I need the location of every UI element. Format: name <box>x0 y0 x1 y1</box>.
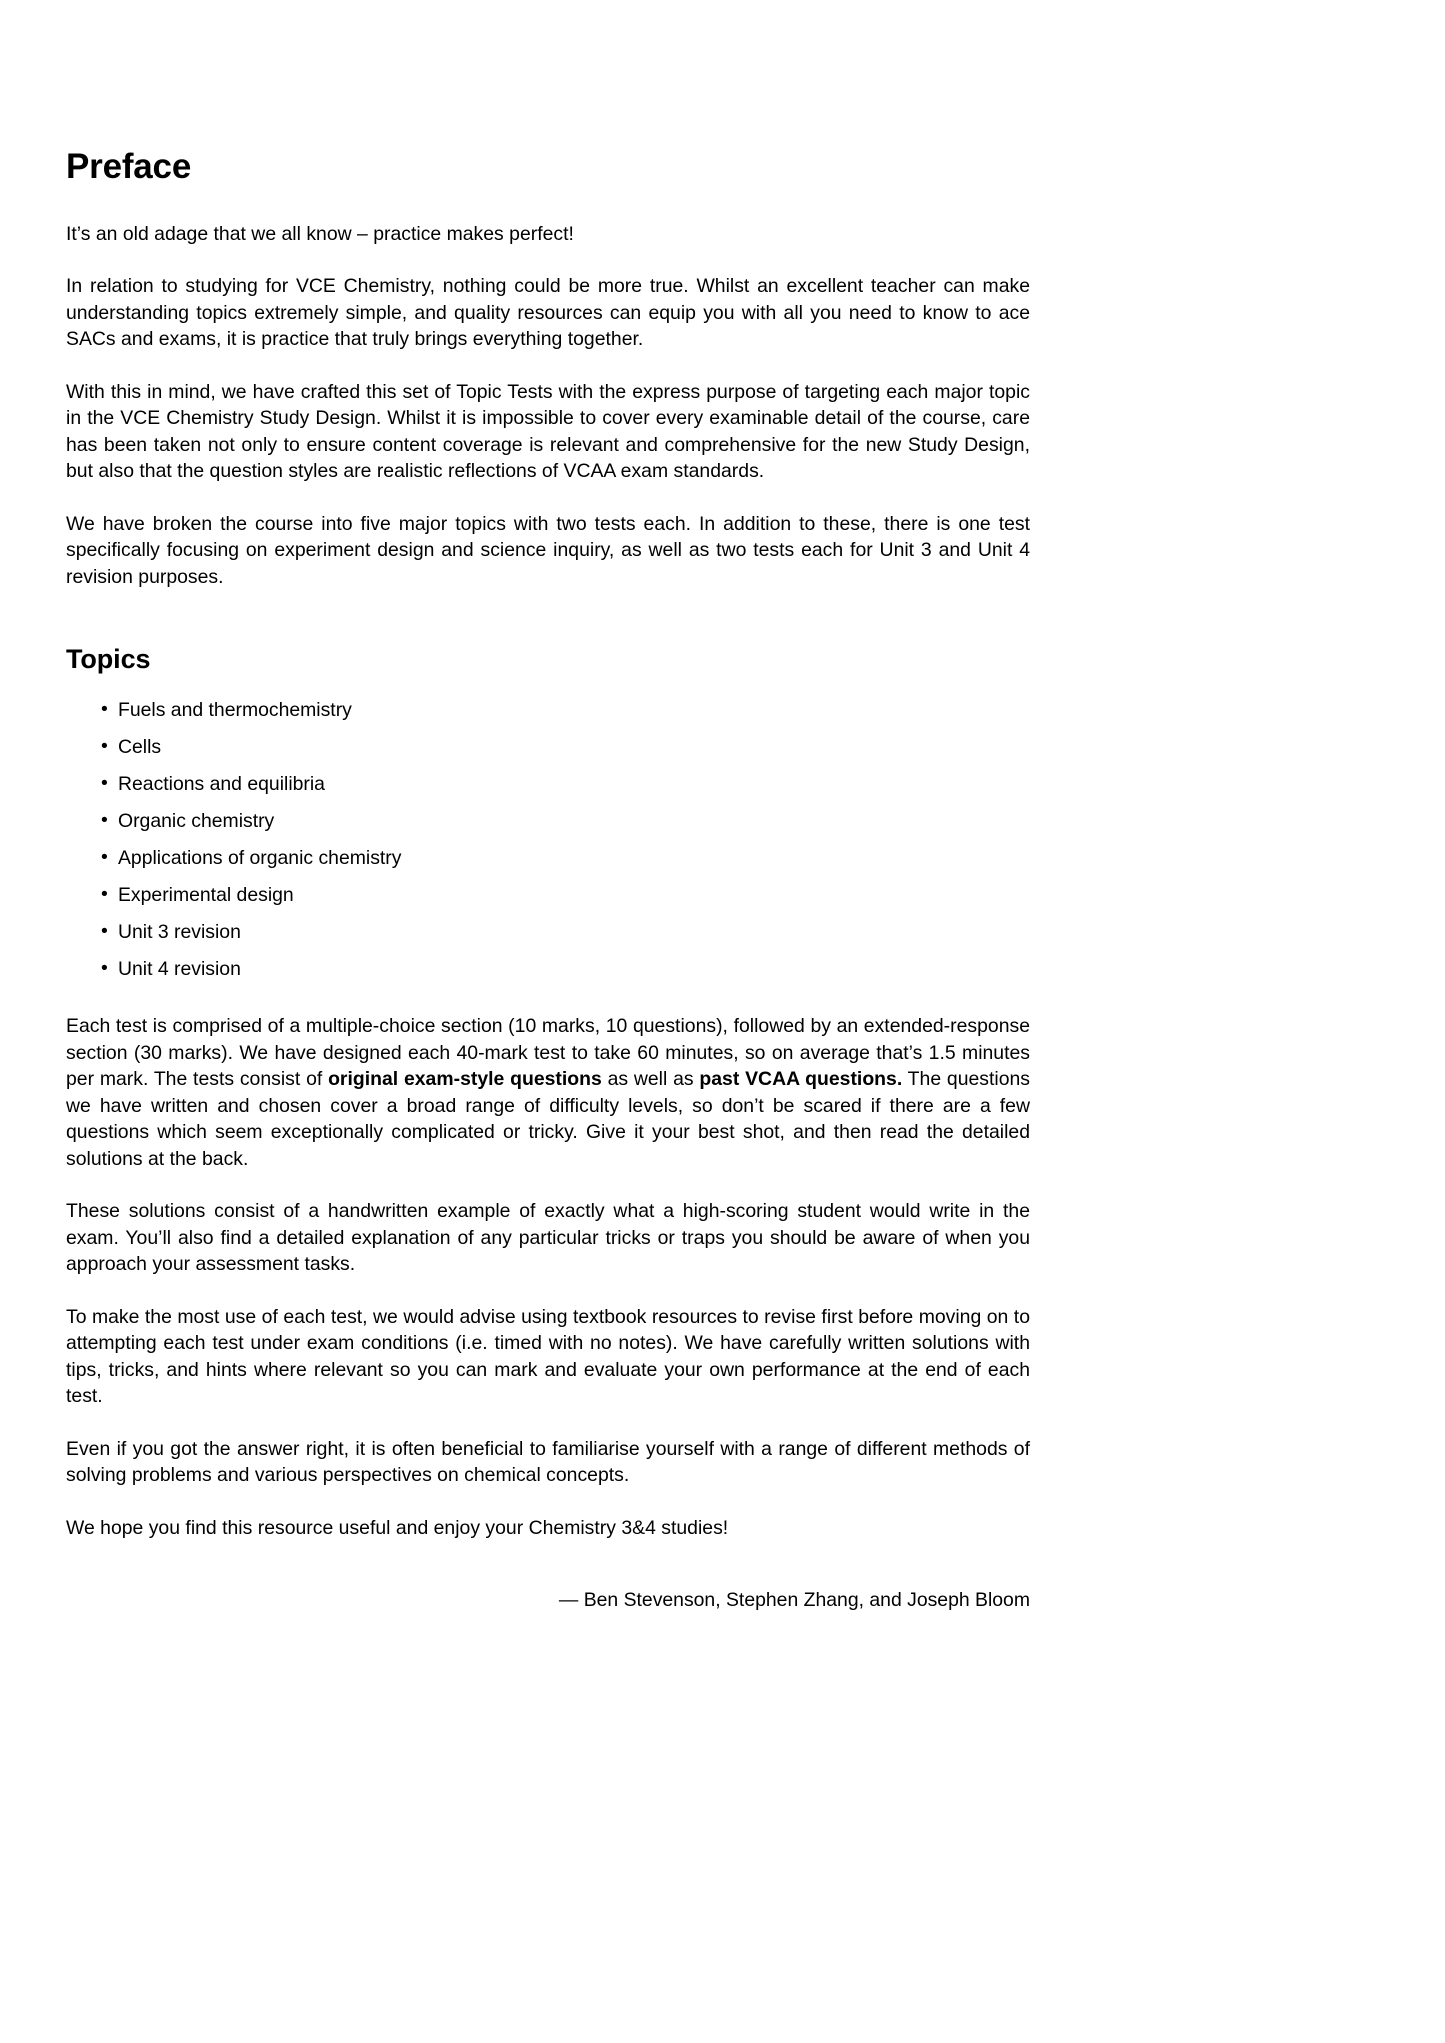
list-item-label: Fuels and thermochemistry <box>118 699 352 722</box>
list-item-label: Cells <box>118 736 162 759</box>
list-item-label: Unit 4 revision <box>118 958 241 981</box>
paragraph-even-if-you-got: Even if you got the answer right, it is often beneficial to familiarise yourself with a range of different methods of solving problems and various perspectives on chemical concepts. <box>66 1437 1030 1487</box>
paragraph-in-relation: In relation to studying for VCE Chemistry, nothing could be more true. Whilst an excellent teacher can make understanding topics extremely simple, and quality resources can equip you with all you need to know to ace SACs and exams, it is practice that truly brings everything together. <box>66 275 1030 350</box>
list-item <box>66 845 1030 871</box>
list-item <box>66 882 1030 908</box>
list-item-label: Applications of organic chemistry <box>118 847 402 870</box>
topics-heading: Topics <box>66 644 151 674</box>
bullet-icon: • <box>101 698 108 721</box>
paragraph-each-test-segment-3: The questions we have written and chosen cover a broad range of difficulty levels, so don’t be scared if there are a few questions which seem exceptionally complicated or tricky. Give it your best shot, and then read the detailed solutions at the back. <box>66 1068 1031 1170</box>
paragraph-each-test-segment-2: as well as <box>601 1068 700 1091</box>
bullet-icon: • <box>101 772 108 795</box>
list-item-label: Organic chemistry <box>118 810 275 833</box>
emphasis-original-questions: original exam-style questions <box>328 1068 602 1091</box>
bullet-icon: • <box>101 846 108 869</box>
paragraph-to-make-the-most: To make the most use of each test, we would advise using textbook resources to revise first before moving on to attempting each test under exam conditions (i.e. timed with no notes). We have carefully written solutions with tips, tricks, and hints where relevant so you can mark and evaluate your own performance at the end of each test. <box>66 1305 1030 1408</box>
bullet-icon: • <box>101 957 108 980</box>
page-title: Preface <box>66 147 192 186</box>
paragraph-each-test <box>66 1013 1030 1172</box>
list-item <box>66 697 1030 723</box>
paragraph-each-test-segment-1: Each test is comprised of a multiple-choice section (10 marks, 10 questions), followed by an extended-response section (30 marks). We have designed each 40-mark test to take 60 minutes, so on average that’s 1.5 minutes per mark. The tests consist of <box>66 1015 1030 1091</box>
topics-list <box>66 697 1030 982</box>
paragraph-with-this-in-mind: With this in mind, we have crafted this set of Topic Tests with the express purpose of targeting each major topic in the VCE Chemistry Study Design. Whilst it is impossible to cover every examinable detail of the course, care has been taken not only to ensure content coverage is relevant and comprehensive for the new Study Design, but also that the question styles are realistic reflections of VCAA exam standards. <box>66 380 1030 482</box>
list-item <box>66 919 1030 945</box>
bullet-icon: • <box>101 920 108 943</box>
paragraph-five-major-topics: We have broken the course into five major topics with two tests each. In addition to these, there is one test specifically focusing on experiment design and science inquiry, as well as two tests each for Unit 3 and Unit 4 revision purposes. <box>66 512 1030 588</box>
list-item-label: Unit 3 revision <box>118 921 241 944</box>
bullet-icon: • <box>101 883 108 906</box>
list-item-label: Reactions and equilibria <box>118 773 325 796</box>
paragraph-these-solutions: These solutions consist of a handwritten example of exactly what a high-scoring student would write in the exam. You’ll also find a detailed explanation of any particular tricks or traps you should be aware of when you approach your assessment tasks. <box>66 1200 1030 1276</box>
list-item <box>66 956 1030 982</box>
list-bottom-spacer <box>66 993 1030 1013</box>
bullet-icon: • <box>101 735 108 758</box>
list-item <box>66 771 1030 797</box>
signature-line: — Ben Stevenson, Stephen Zhang, and Joseph Bloom <box>558 1589 1030 1612</box>
emphasis-past-vcaa-questions: past VCAA questions. <box>699 1068 903 1091</box>
list-item <box>66 734 1030 760</box>
page-content <box>66 148 1030 1613</box>
paragraph-adage: It’s an old adage that we all know – practice makes perfect! <box>66 222 574 245</box>
bullet-icon: • <box>101 809 108 832</box>
paragraph-we-hope: We hope you find this resource useful and enjoy your Chemistry 3&4 studies! <box>66 1516 729 1539</box>
list-item-label: Experimental design <box>118 884 294 907</box>
list-item <box>66 808 1030 834</box>
